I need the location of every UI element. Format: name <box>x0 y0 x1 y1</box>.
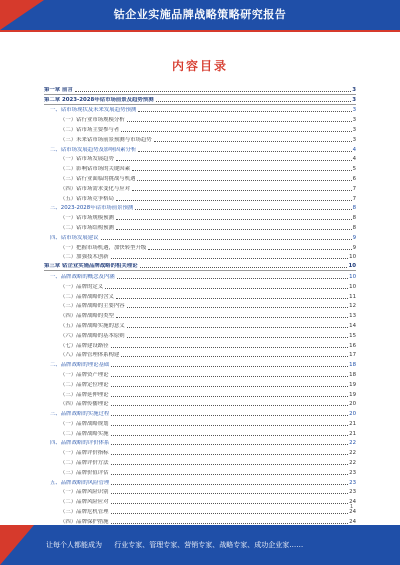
toc-entry-label: （一）品牌资产理论 <box>60 371 109 378</box>
toc-leader-dots <box>111 444 348 445</box>
toc-entry-page: 22 <box>349 440 356 447</box>
toc-entry-label: 一、钴市场现状及未来发展趋势预测 <box>50 107 137 114</box>
toc-entry-page: 20 <box>349 401 356 408</box>
toc-entry-label: （三）品牌价值评估 <box>60 469 109 476</box>
toc-entry-page: 12 <box>349 303 356 310</box>
toc-leader-dots <box>116 219 352 220</box>
toc-entry-label: （二）品牌战略的含义 <box>60 293 114 300</box>
toc-entry[interactable] <box>44 173 356 183</box>
toc-leader-dots <box>138 111 351 112</box>
footer-red-accent <box>0 525 34 565</box>
toc-entry-label: 第一章 前言 <box>44 86 73 93</box>
toc-entry-page: 13 <box>349 313 356 320</box>
toc-entry-label: （一）品牌风险识别 <box>60 489 109 496</box>
toc-entry[interactable] <box>44 85 356 95</box>
toc-entry[interactable] <box>44 163 356 173</box>
toc-entry[interactable] <box>44 467 356 477</box>
toc-entry-label: （四）品牌保护措施 <box>60 518 109 525</box>
toc-entry[interactable] <box>44 232 356 242</box>
toc-entry-page: 3 <box>352 96 356 103</box>
toc-leader-dots <box>116 298 348 299</box>
toc-entry[interactable] <box>44 487 356 497</box>
toc-leader-dots <box>111 425 349 426</box>
toc-leader-dots <box>140 267 348 268</box>
toc-entry[interactable] <box>44 291 356 301</box>
toc-entry-page: 24 <box>349 499 356 506</box>
toc-entry[interactable] <box>44 310 356 320</box>
toc-entry-label: 第二章 2023-2028年钴市场前景及趋势预测 <box>44 96 154 103</box>
toc-entry-label: （三）品牌危机管理 <box>60 509 109 516</box>
toc-entry[interactable] <box>44 506 356 516</box>
toc-entry-page: 22 <box>349 450 356 457</box>
toc-entry[interactable] <box>44 399 356 409</box>
report-title: 钴企业实施品牌战略策略研究报告 <box>113 8 287 21</box>
toc-entry[interactable] <box>44 320 356 330</box>
toc-leader-dots <box>117 278 348 279</box>
toc-entry-page: 7 <box>352 195 356 202</box>
toc-entry[interactable] <box>44 95 356 105</box>
toc-entry-page: 11 <box>349 293 356 300</box>
toc-entry-label: （一）钴市场发展趋势 <box>60 156 114 163</box>
toc-entry-label: （一）钴行业市场规模分析 <box>60 117 125 124</box>
toc-leader-dots <box>116 229 352 230</box>
toc-entry[interactable] <box>44 330 356 340</box>
toc-entry-label: （二）钴市场主要参与者 <box>60 126 120 133</box>
toc-heading: 内容目录 <box>171 59 228 73</box>
toc-entry-page: 10 <box>349 273 356 280</box>
toc-leader-dots <box>111 347 349 348</box>
toc-leader-dots <box>111 503 349 504</box>
toc-entry-page: 18 <box>349 362 356 369</box>
toc-entry[interactable] <box>44 252 356 262</box>
toc-entry[interactable] <box>44 222 356 232</box>
toc-entry[interactable] <box>44 301 356 311</box>
toc-entry-label: （一）钴市场规模预测 <box>60 215 114 222</box>
toc-entry-label: （一）品牌评价指标 <box>60 450 109 457</box>
toc-leader-dots <box>156 101 352 102</box>
toc-entry[interactable] <box>44 261 356 271</box>
toc-entry-page: 24 <box>349 509 356 516</box>
toc-entry-label: 一、品牌战略的概念及内涵 <box>50 273 115 280</box>
toc-entry[interactable] <box>44 203 356 213</box>
toc-entry-label: 四、钴市场发展建议 <box>50 234 99 241</box>
toc-entry-label: （二）品牌评价方法 <box>60 460 109 467</box>
toc-entry[interactable] <box>44 105 356 115</box>
toc-leader-dots <box>111 386 349 387</box>
toc-entry-page: 20 <box>349 411 356 418</box>
toc-entry-label: 二、钴市场发展趋势及影响因素分析 <box>50 146 137 153</box>
toc-entry-page: 22 <box>349 460 356 467</box>
toc-entry-label: （二）品牌定位理论 <box>60 381 109 388</box>
toc-entry-page: 15 <box>349 332 356 339</box>
toc-entry-label: （二）加强技术创新 <box>60 254 109 261</box>
toc-leader-dots <box>101 239 352 240</box>
header-divider <box>0 30 400 32</box>
toc-entry[interactable] <box>44 359 356 369</box>
toc-entry-page: 4 <box>352 156 356 163</box>
toc-entry-page: 19 <box>349 381 356 388</box>
toc-entry-label: （二）品牌战略实施 <box>60 430 109 437</box>
page-footer <box>0 525 400 565</box>
toc-entry-label: 五、品牌战略的风险管理 <box>50 479 110 486</box>
toc-entry-label: 三、2023-2028年钴市场前景预测 <box>50 205 134 212</box>
toc-entry[interactable] <box>44 154 356 164</box>
toc-leader-dots <box>111 523 349 524</box>
page-number: 1 <box>350 504 354 510</box>
toc-leader-dots <box>127 327 348 328</box>
toc-leader-dots <box>121 356 348 357</box>
table-of-contents <box>44 85 356 526</box>
toc-entry[interactable] <box>44 281 356 291</box>
toc-entry[interactable] <box>44 369 356 379</box>
toc-leader-dots <box>154 141 352 142</box>
toc-entry[interactable] <box>44 124 356 134</box>
toc-entry-label: （四）品牌传播理论 <box>60 401 109 408</box>
toc-entry-label: （一）品牌战略规划 <box>60 420 109 427</box>
toc-leader-dots <box>111 366 348 367</box>
toc-entry-page: 21 <box>349 430 356 437</box>
toc-entry-page: 4 <box>352 146 356 153</box>
toc-entry-page: 8 <box>352 205 356 212</box>
toc-entry-page: 8 <box>352 224 356 231</box>
toc-leader-dots <box>116 317 348 318</box>
toc-leader-dots <box>127 307 348 308</box>
toc-entry-page: 9 <box>352 234 356 241</box>
toc-leader-dots <box>121 131 351 132</box>
toc-entry-label: （二）品牌风险应对 <box>60 499 109 506</box>
toc-entry-label: （五）钴市场竞争格局 <box>60 195 114 202</box>
toc-entry-label: （三）品牌延伸理论 <box>60 391 109 398</box>
toc-entry-page: 3 <box>352 107 356 114</box>
toc-leader-dots <box>127 337 348 338</box>
toc-entry[interactable] <box>44 379 356 389</box>
toc-entry[interactable] <box>44 144 356 154</box>
footer-slogan: 让每个人都能成为 <box>46 541 102 549</box>
toc-leader-dots <box>111 464 349 465</box>
toc-leader-dots <box>111 513 349 514</box>
toc-leader-dots <box>111 484 348 485</box>
toc-entry-page: 8 <box>352 215 356 222</box>
toc-leader-dots <box>75 91 351 92</box>
toc-entry[interactable] <box>44 496 356 506</box>
toc-entry[interactable] <box>44 242 356 252</box>
toc-entry-page: 3 <box>352 136 356 143</box>
toc-leader-dots <box>116 200 352 201</box>
toc-leader-dots <box>138 151 351 152</box>
toc-entry-label: （二）影响钴市场的关键因素 <box>60 166 131 173</box>
toc-entry-label: 四、品牌战略的评价体系 <box>50 440 110 447</box>
toc-entry-label: （四）品牌战略的类型 <box>60 313 114 320</box>
toc-entry-page: 21 <box>349 420 356 427</box>
toc-leader-dots <box>137 180 351 181</box>
toc-entry-page: 5 <box>352 166 356 173</box>
toc-entry-page: 24 <box>349 518 356 525</box>
page-header <box>0 0 400 30</box>
toc-entry-label: 二、品牌战略的理论基础 <box>50 362 110 369</box>
toc-entry[interactable] <box>44 134 356 144</box>
toc-entry-page: 9 <box>352 244 356 251</box>
toc-entry-page: 19 <box>349 391 356 398</box>
toc-entry[interactable] <box>44 477 356 487</box>
toc-entry-page: 3 <box>352 86 356 93</box>
toc-entry-page: 10 <box>349 283 356 290</box>
footer-roles: 行业专家、管理专家、营销专家、战略专家、成功企业家…… <box>114 541 304 549</box>
toc-entry-page: 10 <box>349 254 356 261</box>
footer-text <box>46 525 303 565</box>
toc-leader-dots <box>111 493 349 494</box>
toc-entry-label: （八）品牌管理体系构建 <box>60 352 120 359</box>
toc-entry-label: 第三章 钴企业实施品牌战略的相关理论 <box>44 263 138 270</box>
toc-leader-dots <box>148 249 351 250</box>
toc-entry-page: 3 <box>352 126 356 133</box>
toc-entry[interactable] <box>44 183 356 193</box>
toc-entry-page: 7 <box>352 185 356 192</box>
toc-entry-label: （三）品牌战略的主要内容 <box>60 303 125 310</box>
toc-entry-label: （三）未来钴市场前景预测与市场趋势 <box>60 136 152 143</box>
toc-entry-page: 6 <box>352 175 356 182</box>
toc-entry[interactable] <box>44 389 356 399</box>
toc-entry-label: （一）品牌的定义 <box>60 283 104 290</box>
toc-entry-label: 三、品牌战略的实施过程 <box>50 411 110 418</box>
toc-entry-page: 23 <box>349 479 356 486</box>
toc-entry[interactable] <box>44 457 356 467</box>
toc-entry-label: （三）钴行业面临的挑战与机遇 <box>60 175 136 182</box>
toc-entry[interactable] <box>44 271 356 281</box>
toc-leader-dots <box>132 190 351 191</box>
toc-entry[interactable] <box>44 418 356 428</box>
toc-leader-dots <box>132 170 351 171</box>
toc-leader-dots <box>111 258 349 259</box>
toc-leader-dots <box>111 405 349 406</box>
toc-entry[interactable] <box>44 212 356 222</box>
toc-entry[interactable] <box>44 340 356 350</box>
toc-entry-page: 23 <box>349 469 356 476</box>
toc-entry[interactable] <box>44 114 356 124</box>
toc-entry[interactable] <box>44 428 356 438</box>
toc-entry-page: 17 <box>349 352 356 359</box>
toc-entry[interactable] <box>44 447 356 457</box>
toc-entry[interactable] <box>44 350 356 360</box>
toc-entry-page: 23 <box>349 489 356 496</box>
toc-entry-label: （四）钴市场需求变化与应对 <box>60 185 131 192</box>
toc-entry-label: （五）品牌战略实施的意义 <box>60 322 125 329</box>
toc-entry-label: （一）把握市场机遇，加快转型升级 <box>60 244 147 251</box>
toc-entry-page: 16 <box>349 342 356 349</box>
toc-entry-page: 3 <box>352 117 356 124</box>
toc-leader-dots <box>111 396 349 397</box>
toc-leader-dots <box>105 288 348 289</box>
toc-leader-dots <box>111 454 349 455</box>
toc-leader-dots <box>111 415 348 416</box>
toc-leader-dots <box>135 209 351 210</box>
toc-entry-page: 10 <box>348 263 356 270</box>
toc-entry-label: （二）钴市场结构预测 <box>60 224 114 231</box>
toc-entry-label: （六）品牌战略的基本原则 <box>60 332 125 339</box>
toc-leader-dots <box>116 160 352 161</box>
toc-leader-dots <box>111 474 349 475</box>
toc-leader-dots <box>111 376 349 377</box>
toc-leader-dots <box>127 121 352 122</box>
toc-entry[interactable] <box>44 193 356 203</box>
toc-entry-label: （七）品牌建设路径 <box>60 342 109 349</box>
toc-leader-dots <box>111 435 349 436</box>
toc-entry-page: 14 <box>349 322 356 329</box>
toc-entry-page: 18 <box>349 371 356 378</box>
toc-entry[interactable] <box>44 438 356 448</box>
toc-entry[interactable] <box>44 408 356 418</box>
